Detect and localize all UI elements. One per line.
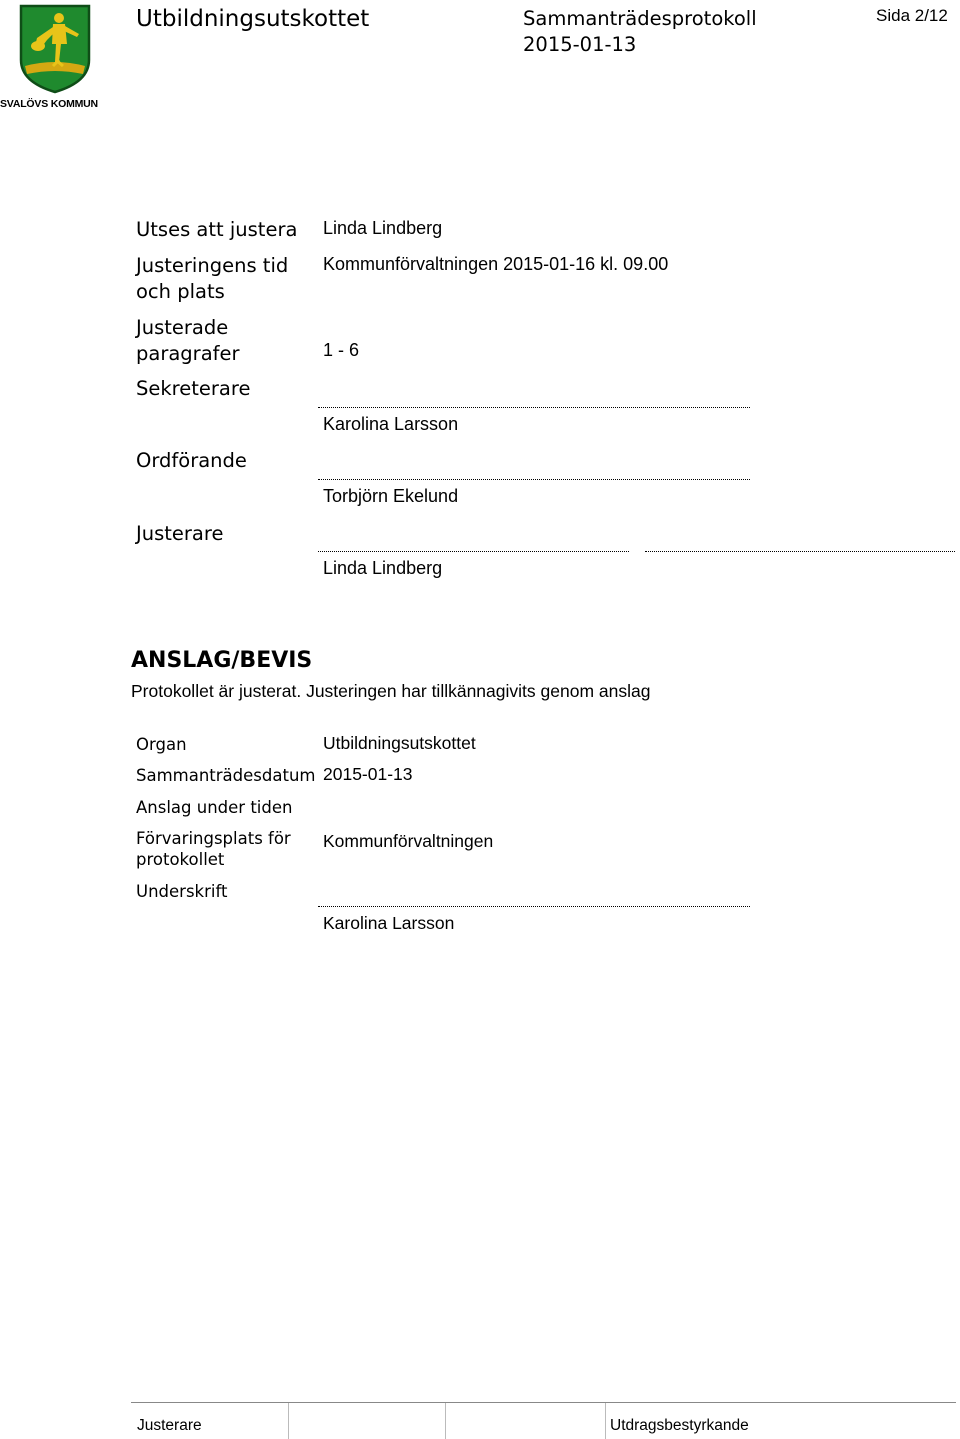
justerade-paragrafer-line1: Justerade [136,316,229,339]
footer-divider-2 [445,1403,446,1439]
anslag-heading: ANSLAG/BEVIS [131,648,313,673]
organ-value: Utbildningsutskottet [323,733,476,753]
forvaringsplats-value: Kommunförvaltningen [323,831,494,851]
forvaringsplats-label-line1: Förvaringsplats för [136,829,291,848]
justerade-paragrafer-line2: paragrafer [136,342,240,365]
anslag-text: Protokollet är justerat. Justeringen har tillkännagivits genom anslag [131,681,651,701]
footer-divider-3 [605,1403,606,1439]
document-type: Sammanträdesprotokoll [523,7,757,30]
page-number: Sida 2/12 [876,6,948,25]
ordforande-signature-line [318,479,750,480]
footer-divider-1 [288,1403,289,1439]
organ-label: Organ [136,735,187,754]
utses-value: Linda Lindberg [323,218,443,238]
forvaringsplats-label-line2: protokollet [136,850,225,869]
forvaringsplats-label [136,828,291,870]
underskrift-signature-line [318,906,750,907]
document-date: 2015-01-13 [523,33,637,56]
municipality-name: SVALÖVS KOMMUN [0,98,98,110]
justerade-paragrafer-label [136,315,240,367]
justerare-signature-line-2 [645,551,955,552]
sammantradesdatum-value: 2015-01-13 [323,764,413,784]
municipality-logo [0,4,110,108]
justering-tid-value: Kommunförvaltningen 2015-01-16 kl. 09.00 [323,254,669,274]
sekreterare-signature-line [318,407,750,408]
justerare-name: Linda Lindberg [323,558,443,578]
underskrift-label: Underskrift [136,882,228,901]
justering-tid-label-line1: Justeringens tid [136,254,289,277]
justering-tid-label [136,253,288,305]
underskrift-name: Karolina Larsson [323,913,455,933]
justering-tid-label-line2: och plats [136,280,225,303]
anslag-tiden-label: Anslag under tiden [136,798,293,817]
sammantradesdatum-label: Sammanträdesdatum [136,766,316,785]
justerare-label: Justerare [136,522,224,545]
ordforande-name: Torbjörn Ekelund [323,486,459,506]
committee-title: Utbildningsutskottet [136,6,370,32]
ordforande-label: Ordförande [136,449,247,472]
footer-justerare-label: Justerare [137,1417,202,1434]
document-heading [523,6,757,58]
footer-utdragsbestyrkande-label: Utdragsbestyrkande [610,1417,749,1434]
justerade-paragrafer-value: 1 - 6 [323,340,360,360]
sekreterare-name: Karolina Larsson [323,414,459,434]
utses-label: Utses att justera [136,218,298,241]
justerare-signature-line [318,551,629,552]
footer-signature-boxes [131,1402,956,1439]
sekreterare-label: Sekreterare [136,377,251,400]
coat-of-arms-icon [19,4,91,94]
